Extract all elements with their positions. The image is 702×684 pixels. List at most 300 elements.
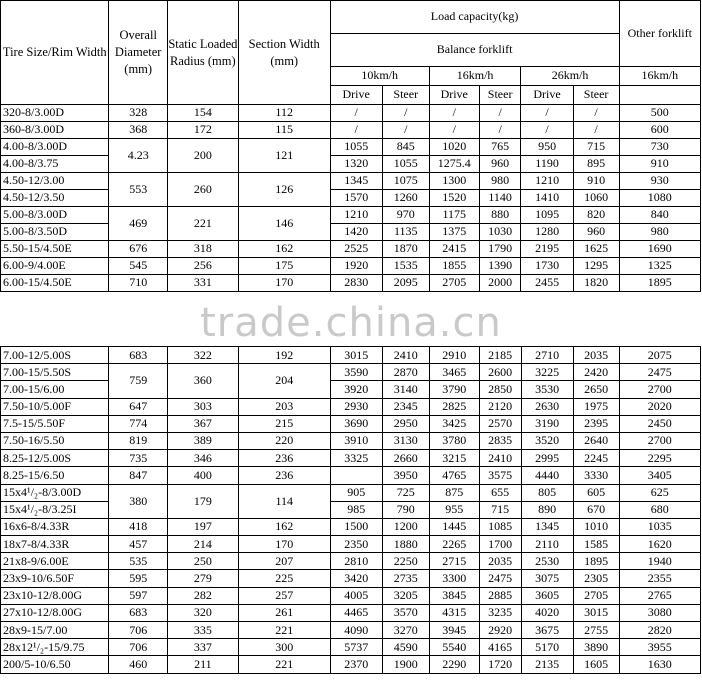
cell-s26: 2650 [573, 381, 619, 398]
cell-other: 3405 [619, 467, 700, 484]
cell-s26: 2640 [573, 432, 619, 449]
cell-other: 680 [619, 501, 700, 518]
cell-s26: 3330 [573, 467, 619, 484]
cell-d10: 2810 [330, 553, 382, 570]
cell-d16: 5540 [429, 639, 479, 656]
cell-d10: 1920 [330, 258, 382, 275]
cell-od: 647 [109, 398, 167, 415]
cell-other: 2700 [619, 432, 700, 449]
cell-size: 5.00-8/3.00D [1, 207, 109, 224]
header-drive: Drive [521, 86, 573, 105]
cell-d16: / [429, 105, 479, 122]
table-row [1, 224, 701, 241]
cell-d26: 3520 [521, 432, 573, 449]
cell-d16: 3790 [429, 381, 479, 398]
cell-sw: 207 [238, 553, 330, 570]
cell-size: 28x12¹/₂-15/9.75 [1, 639, 109, 656]
cell-sw: 221 [238, 622, 330, 639]
cell-od: 535 [109, 553, 167, 570]
cell-size: 7.5-15/5.50F [1, 415, 109, 432]
cell-d10: 1570 [330, 190, 382, 207]
cell-od: 847 [109, 467, 167, 484]
cell-s16: 2000 [479, 275, 521, 292]
cell-s16: 715 [479, 501, 521, 518]
cell-slr: 400 [167, 467, 238, 484]
cell-d26: 3225 [521, 364, 573, 381]
cell-slr: 214 [167, 536, 238, 553]
table-row [1, 467, 701, 484]
table-row [1, 656, 701, 673]
cell-other: 2075 [619, 347, 700, 364]
cell-d16: 1275.4 [429, 156, 479, 173]
cell-s16: 960 [479, 156, 521, 173]
cell-od: 457 [109, 536, 167, 553]
cell-od: 676 [109, 241, 167, 258]
cell-od: 710 [109, 275, 167, 292]
cell-other: 840 [619, 207, 700, 224]
cell-sw: 114 [238, 484, 330, 518]
cell-s26: 605 [573, 484, 619, 501]
cell-s16: 765 [479, 139, 521, 156]
cell-d10: 2350 [330, 536, 382, 553]
cell-size: 4.50-12/3.00 [1, 173, 109, 190]
cell-s16: 1720 [479, 656, 521, 673]
cell-s16: 2410 [479, 450, 521, 467]
cell-s16: 1390 [479, 258, 521, 275]
cell-other: 2295 [619, 450, 700, 467]
cell-other: 1080 [619, 190, 700, 207]
cell-d10: 1320 [330, 156, 382, 173]
cell-size: 27x10-12/8.00G [1, 604, 109, 621]
cell-slr: 337 [167, 639, 238, 656]
cell-d26: 1210 [521, 173, 573, 190]
cell-sw: 221 [238, 656, 330, 673]
cell-d10: 3910 [330, 432, 382, 449]
cell-slr: 318 [167, 241, 238, 258]
cell-d16: 875 [429, 484, 479, 501]
cell-other: 930 [619, 173, 700, 190]
cell-s10: 1055 [382, 156, 429, 173]
table-row [1, 139, 701, 156]
cell-od: 774 [109, 415, 167, 432]
cell-slr: 389 [167, 432, 238, 449]
cell-other: 2450 [619, 415, 700, 432]
cell-other: 2355 [619, 570, 700, 587]
cell-d10: 4005 [330, 587, 382, 604]
tire-spec-table-top [0, 0, 701, 292]
cell-size: 8.25-15/6.50 [1, 467, 109, 484]
cell-slr: 331 [167, 275, 238, 292]
cell-od: 460 [109, 656, 167, 673]
cell-od: 380 [109, 484, 167, 518]
cell-size: 320-8/3.00D [1, 105, 109, 122]
cell-d10: / [330, 105, 382, 122]
cell-od: 328 [109, 105, 167, 122]
cell-other: 500 [619, 105, 700, 122]
cell-size: 5.00-8/3.50D [1, 224, 109, 241]
cell-s16: 2475 [479, 570, 521, 587]
cell-size: 6.00-15/4.50E [1, 275, 109, 292]
cell-d16: 2265 [429, 536, 479, 553]
cell-slr: 346 [167, 450, 238, 467]
cell-od: 735 [109, 450, 167, 467]
table-row [1, 105, 701, 122]
cell-s10: 2870 [382, 364, 429, 381]
cell-slr: 221 [167, 207, 238, 241]
cell-other: 730 [619, 139, 700, 156]
cell-s16: 1030 [479, 224, 521, 241]
cell-s10: 2410 [382, 347, 429, 364]
cell-s26: 670 [573, 501, 619, 518]
header-speed-10: 10km/h [330, 67, 429, 86]
cell-s10: 3570 [382, 604, 429, 621]
cell-s10: 790 [382, 501, 429, 518]
cell-s26: / [573, 122, 619, 139]
cell-s16: 2035 [479, 553, 521, 570]
cell-sw: 170 [238, 536, 330, 553]
cell-od: 595 [109, 570, 167, 587]
cell-s26: 2420 [573, 364, 619, 381]
cell-s10: 845 [382, 139, 429, 156]
table-row [1, 536, 701, 553]
cell-size: 5.50-15/4.50E [1, 241, 109, 258]
cell-s16: 2570 [479, 415, 521, 432]
cell-size: 4.00-8/3.75 [1, 156, 109, 173]
cell-d16: 3845 [429, 587, 479, 604]
header-drive: Drive [330, 86, 382, 105]
cell-s10: 970 [382, 207, 429, 224]
cell-d26: 1280 [521, 224, 573, 241]
cell-sw: 300 [238, 639, 330, 656]
cell-other: 1690 [619, 241, 700, 258]
cell-size: 360-8/3.00D [1, 122, 109, 139]
cell-s26: 1625 [573, 241, 619, 258]
cell-other: 2475 [619, 364, 700, 381]
cell-d16: 2705 [429, 275, 479, 292]
cell-d10: 3590 [330, 364, 382, 381]
cell-od: 469 [109, 207, 167, 241]
cell-d16: 2825 [429, 398, 479, 415]
cell-sw: 115 [238, 122, 330, 139]
cell-sw: 203 [238, 398, 330, 415]
header-steer: Steer [573, 86, 619, 105]
cell-od: 4.23 [109, 139, 167, 173]
cell-d26: 5170 [521, 639, 573, 656]
cell-od: 545 [109, 258, 167, 275]
cell-s10: 725 [382, 484, 429, 501]
cell-d10: 2370 [330, 656, 382, 673]
cell-s26: 3015 [573, 604, 619, 621]
cell-d26: / [521, 122, 573, 139]
cell-other: 2765 [619, 587, 700, 604]
cell-s26: 1295 [573, 258, 619, 275]
table-row [1, 639, 701, 656]
cell-s16: 655 [479, 484, 521, 501]
cell-s26: 1585 [573, 536, 619, 553]
cell-od: 706 [109, 622, 167, 639]
cell-size: 23x9-10/6.50F [1, 570, 109, 587]
cell-s16: 1700 [479, 536, 521, 553]
table-row [1, 484, 701, 501]
cell-d10: 905 [330, 484, 382, 501]
cell-s10: 1880 [382, 536, 429, 553]
table-row [1, 415, 701, 432]
cell-s10: 1260 [382, 190, 429, 207]
cell-s10: 1870 [382, 241, 429, 258]
table-row [1, 364, 701, 381]
cell-sw: 112 [238, 105, 330, 122]
cell-d26: 2195 [521, 241, 573, 258]
cell-od: 759 [109, 364, 167, 398]
cell-od: 683 [109, 347, 167, 364]
table-row [1, 190, 701, 207]
tire-spec-table-bottom [0, 346, 701, 674]
cell-sw: 220 [238, 432, 330, 449]
cell-s10: 1900 [382, 656, 429, 673]
cell-sw: 215 [238, 415, 330, 432]
cell-d26: 4440 [521, 467, 573, 484]
cell-d26: 2710 [521, 347, 573, 364]
cell-d26: 3075 [521, 570, 573, 587]
cell-other: 2020 [619, 398, 700, 415]
cell-other: 1325 [619, 258, 700, 275]
cell-s16: 2600 [479, 364, 521, 381]
cell-d26: / [521, 105, 573, 122]
cell-s10: 2735 [382, 570, 429, 587]
cell-d10: 3920 [330, 381, 382, 398]
cell-size: 8.25-12/5.00S [1, 450, 109, 467]
cell-s26: 820 [573, 207, 619, 224]
header-load-capacity: Load capacity(kg) [330, 1, 619, 34]
cell-s10: 1135 [382, 224, 429, 241]
cell-od: 368 [109, 122, 167, 139]
cell-s16: 4165 [479, 639, 521, 656]
cell-d10: 3325 [330, 450, 382, 467]
table-row [1, 156, 701, 173]
cell-d10: 985 [330, 501, 382, 518]
cell-sw: 121 [238, 139, 330, 173]
cell-sw: 261 [238, 604, 330, 621]
cell-s26: 2705 [573, 587, 619, 604]
cell-d26: 1345 [521, 518, 573, 535]
cell-s16: 980 [479, 173, 521, 190]
cell-od: 597 [109, 587, 167, 604]
cell-d10: 1055 [330, 139, 382, 156]
cell-d10: 5737 [330, 639, 382, 656]
cell-s26: 2305 [573, 570, 619, 587]
table-row [1, 501, 701, 518]
table-row [1, 604, 701, 621]
cell-s16: 2920 [479, 622, 521, 639]
cell-size: 4.00-8/3.00D [1, 139, 109, 156]
header-speed-26: 26km/h [521, 67, 619, 86]
cell-slr: 256 [167, 258, 238, 275]
cell-size: 15x4¹/₂-8/3.25I [1, 501, 109, 518]
cell-d26: 2110 [521, 536, 573, 553]
cell-d10: 4090 [330, 622, 382, 639]
cell-d16: 1445 [429, 518, 479, 535]
cell-s10: 1535 [382, 258, 429, 275]
cell-d10: 3420 [330, 570, 382, 587]
cell-d16: 1300 [429, 173, 479, 190]
cell-s16: / [479, 122, 521, 139]
cell-slr: 211 [167, 656, 238, 673]
cell-s10: 1075 [382, 173, 429, 190]
cell-size: 7.00-15/5.50S [1, 364, 109, 381]
cell-d16: 2290 [429, 656, 479, 673]
cell-slr: 320 [167, 604, 238, 621]
cell-s16: 2885 [479, 587, 521, 604]
cell-d16: 1520 [429, 190, 479, 207]
cell-sw: 146 [238, 207, 330, 241]
cell-d26: 890 [521, 501, 573, 518]
cell-slr: 279 [167, 570, 238, 587]
header-section-width: Section Width (mm) [238, 1, 330, 105]
cell-s10: 3130 [382, 432, 429, 449]
cell-other: 1620 [619, 536, 700, 553]
cell-s26: 1895 [573, 553, 619, 570]
cell-d26: 1730 [521, 258, 573, 275]
cell-size: 16x6-8/4.33R [1, 518, 109, 535]
header-overall-diameter: Overall Diameter (mm) [109, 1, 167, 105]
header-other-forklift: Other forklift [619, 1, 700, 67]
cell-d16: 3780 [429, 432, 479, 449]
cell-d26: 1190 [521, 156, 573, 173]
cell-d10: / [330, 122, 382, 139]
cell-slr: 154 [167, 105, 238, 122]
cell-s16: 3235 [479, 604, 521, 621]
cell-s10: 2950 [382, 415, 429, 432]
table-row [1, 122, 701, 139]
cell-d16: 4765 [429, 467, 479, 484]
header-steer: Steer [479, 86, 521, 105]
cell-sw: 126 [238, 173, 330, 207]
cell-d16: 3300 [429, 570, 479, 587]
cell-slr: 282 [167, 587, 238, 604]
cell-od: 819 [109, 432, 167, 449]
cell-s26: 2035 [573, 347, 619, 364]
cell-d16: 3425 [429, 415, 479, 432]
cell-s26: 895 [573, 156, 619, 173]
cell-other: 600 [619, 122, 700, 139]
cell-slr: 367 [167, 415, 238, 432]
cell-d16: 1020 [429, 139, 479, 156]
cell-size: 21x8-9/6.00E [1, 553, 109, 570]
cell-d26: 2995 [521, 450, 573, 467]
cell-od: 418 [109, 518, 167, 535]
cell-d16: 1175 [429, 207, 479, 224]
table-row [1, 275, 701, 292]
cell-sw: 175 [238, 258, 330, 275]
cell-sw: 225 [238, 570, 330, 587]
cell-size: 6.00-9/4.00E [1, 258, 109, 275]
cell-s16: 2120 [479, 398, 521, 415]
cell-sw: 162 [238, 518, 330, 535]
table-row [1, 432, 701, 449]
table-row [1, 622, 701, 639]
cell-s26: / [573, 105, 619, 122]
header-speed-other: 16km/h [619, 67, 700, 86]
cell-other: 1630 [619, 656, 700, 673]
cell-s10: 3270 [382, 622, 429, 639]
cell-other: 1035 [619, 518, 700, 535]
cell-slr: 250 [167, 553, 238, 570]
header-steer: Steer [382, 86, 429, 105]
header-tire-size: Tire Size/Rim Width [1, 1, 109, 105]
cell-d10 [330, 467, 382, 484]
table-row [1, 518, 701, 535]
cell-od: 706 [109, 639, 167, 656]
cell-d16: / [429, 122, 479, 139]
cell-d16: 3945 [429, 622, 479, 639]
cell-s16: 2185 [479, 347, 521, 364]
cell-d26: 2135 [521, 656, 573, 673]
cell-slr: 360 [167, 364, 238, 398]
cell-size: 7.00-15/6.00 [1, 381, 109, 398]
cell-other: 2820 [619, 622, 700, 639]
cell-s26: 2395 [573, 415, 619, 432]
watermark: trade.china.cn [200, 300, 502, 346]
cell-sw: 236 [238, 450, 330, 467]
cell-slr: 260 [167, 173, 238, 207]
table-row [1, 450, 701, 467]
cell-d16: 1375 [429, 224, 479, 241]
cell-size: 7.50-10/5.00F [1, 398, 109, 415]
table-row [1, 381, 701, 398]
cell-s10: / [382, 105, 429, 122]
cell-d26: 1095 [521, 207, 573, 224]
cell-d10: 3690 [330, 415, 382, 432]
cell-sw: 236 [238, 467, 330, 484]
cell-s10: 1200 [382, 518, 429, 535]
cell-s16: 880 [479, 207, 521, 224]
cell-d26: 3190 [521, 415, 573, 432]
cell-d10: 1345 [330, 173, 382, 190]
cell-other: 1895 [619, 275, 700, 292]
cell-d26: 3530 [521, 381, 573, 398]
cell-sw: 192 [238, 347, 330, 364]
cell-s26: 960 [573, 224, 619, 241]
table-row [1, 207, 701, 224]
cell-other: 3955 [619, 639, 700, 656]
cell-sw: 170 [238, 275, 330, 292]
cell-d10: 2830 [330, 275, 382, 292]
cell-s10: / [382, 122, 429, 139]
cell-slr: 197 [167, 518, 238, 535]
cell-d16: 3465 [429, 364, 479, 381]
cell-sw: 162 [238, 241, 330, 258]
cell-s26: 2245 [573, 450, 619, 467]
cell-d16: 955 [429, 501, 479, 518]
cell-size: 28x9-15/7.00 [1, 622, 109, 639]
cell-d26: 2455 [521, 275, 573, 292]
cell-slr: 179 [167, 484, 238, 518]
cell-s10: 3205 [382, 587, 429, 604]
cell-s26: 2755 [573, 622, 619, 639]
cell-s16: 2835 [479, 432, 521, 449]
cell-d16: 2715 [429, 553, 479, 570]
cell-size: 7.00-12/5.00S [1, 347, 109, 364]
cell-s16: 1790 [479, 241, 521, 258]
table-row [1, 258, 701, 275]
cell-d10: 2930 [330, 398, 382, 415]
cell-s10: 2660 [382, 450, 429, 467]
table-row [1, 553, 701, 570]
cell-other: 625 [619, 484, 700, 501]
cell-s10: 2250 [382, 553, 429, 570]
cell-d26: 3675 [521, 622, 573, 639]
cell-s10: 3140 [382, 381, 429, 398]
